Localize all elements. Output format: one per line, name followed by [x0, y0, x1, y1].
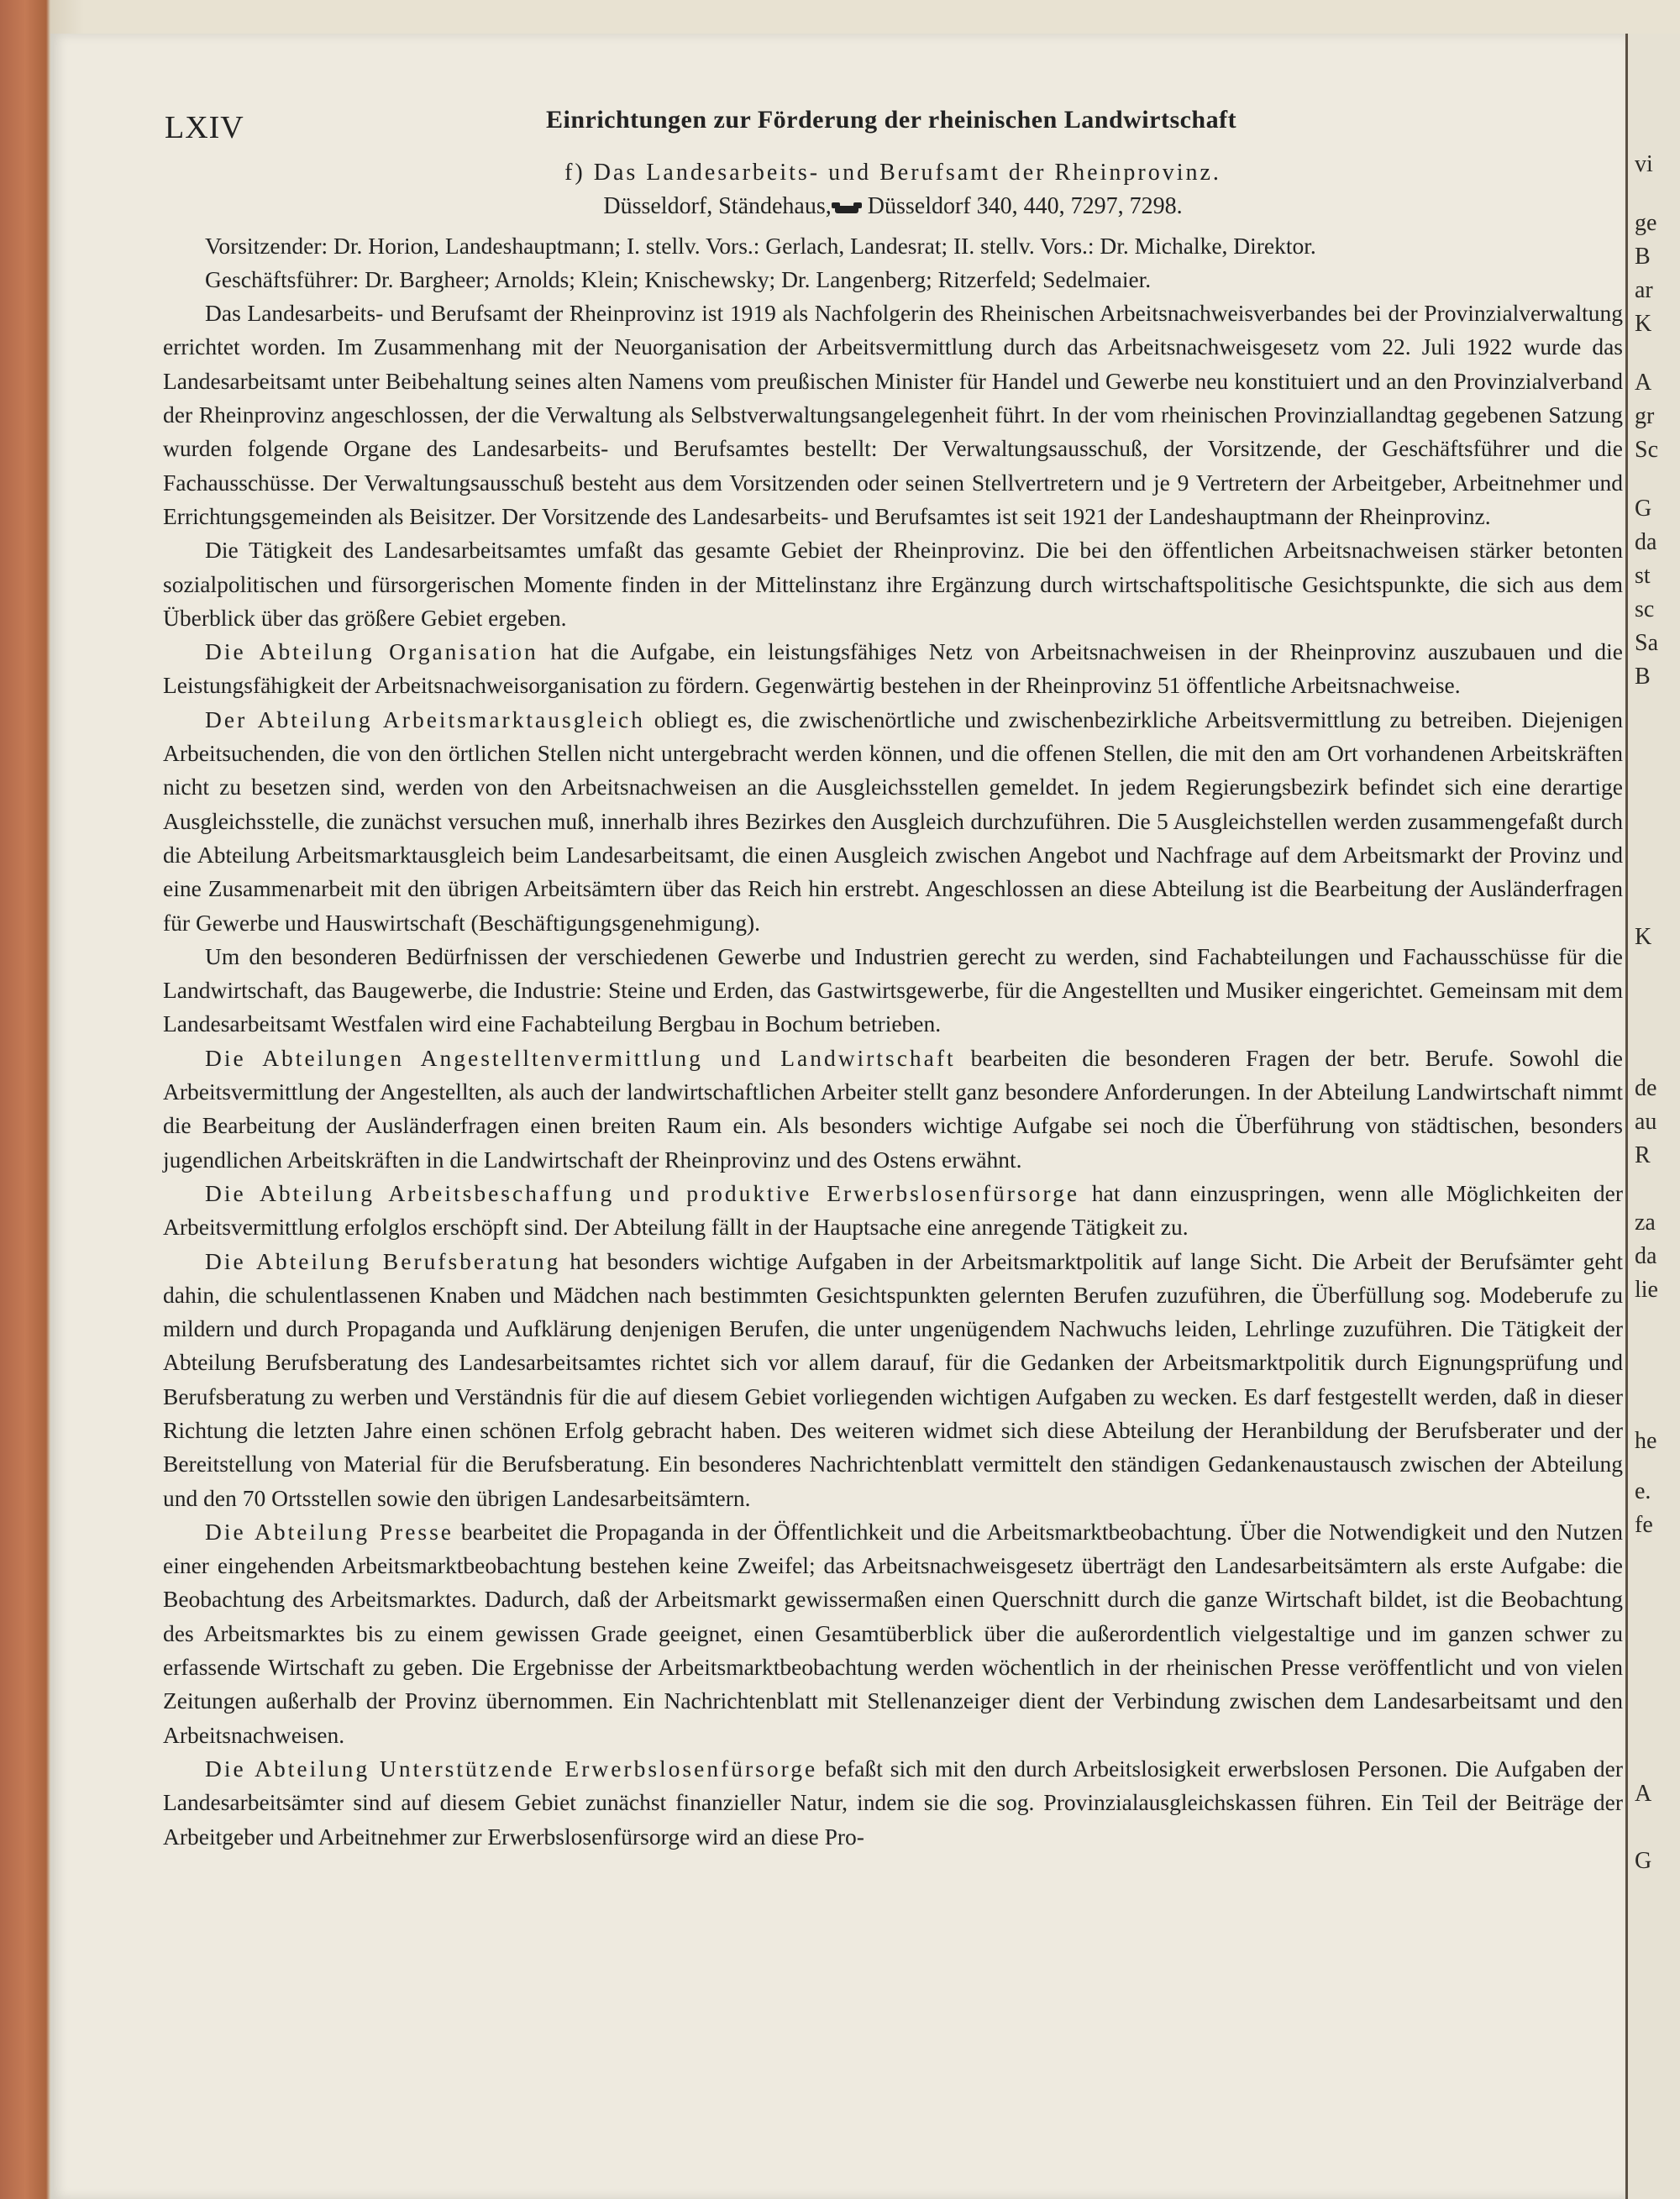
- address-line: [163, 190, 1623, 223]
- paragraph: [163, 1042, 1623, 1177]
- next-page-fragment: G: [1635, 1848, 1652, 1874]
- paragraph: [163, 1752, 1623, 1854]
- next-page-fragment: au: [1635, 1109, 1657, 1135]
- next-page-fragment: Sa: [1635, 630, 1658, 656]
- paragraph: [163, 1245, 1623, 1515]
- section-title: f) Das Landesarbeits- und Berufsamt der Rheinprovinz.: [564, 160, 1221, 186]
- next-page-fragment: Sc: [1635, 437, 1658, 463]
- telephone-icon: [832, 201, 862, 216]
- page-number: LXIV: [165, 110, 244, 145]
- paragraph: [163, 703, 1623, 940]
- next-page-fragment: da: [1635, 1243, 1657, 1269]
- paragraphs: [163, 297, 1623, 1854]
- next-page-fragment: de: [1635, 1075, 1657, 1101]
- paragraph-lead: Die Abteilung Unterstützende Erwerbslosenfürsorge: [205, 1755, 818, 1782]
- paragraph-text: befaßt sich mit den durch Arbeitslosigkeit erwerbslosen Personen. Die Aufgaben der Landesarbeitsämter sind auf diesem Gebiet zunächst finanzieller Natur, indem sie die sog. Provinzialausgleichskassen führen. Ein Teil der Beiträge der Arbeitgeber und Arbeitnehmer zur Erwerbslosenfürsorge wird an diese Pro-: [163, 1755, 1623, 1850]
- next-page-fragment: e.: [1635, 1478, 1651, 1504]
- next-page-fragment: G: [1635, 496, 1652, 522]
- next-page-fragment: lie: [1635, 1277, 1658, 1303]
- paragraph-lead: Die Abteilung Arbeitsbeschaffung und produktive Erwerbslosenfürsorge: [205, 1179, 1080, 1206]
- paragraph-lead: Der Abteilung Arbeitsmarktausgleich: [205, 706, 645, 732]
- paragraph-text: Die Tätigkeit des Landesarbeitsamtes umfaßt das gesamte Gebiet der Rheinprovinz. Die bei den öffentlichen Arbeitsnachweisen stärker betonten sozialpolitischen und fürsorgerischen Momente finden in der Mittelinstanz ihre Ergänzung durch wirtschaftspolitische Gesichtspunkte, die sich aus dem Überblick über das größere Gebiet ergeben.: [163, 537, 1623, 631]
- next-page-fragment: za: [1635, 1210, 1656, 1236]
- paragraph: [163, 533, 1623, 635]
- paragraph-text: Das Landesarbeits- und Berufsamt der Rheinprovinz ist 1919 als Nachfolgerin des Rheinischen Arbeitsnachweisverbandes bei der Provinzialverwaltung errichtet worden. Im Zusammenhang mit der Neuorganisation der Arbeitsvermittlung durch das Arbeitsnachweisgesetz vom 22. Juli 1922 wurde das Landesarbeitsamt unter Beibehaltung seines alten Namens vom preußischen Minister für Handel und Gewerbe neu konstituiert und an den Provinzialverband der Rheinprovinz angeschlossen, der die Verwaltung als Selbstverwaltungsangelegenheit führt. In der vom rheinischen Provinziallandtag gegebenen Satzung wurden folgende Organe des Landesarbeits- und Berufsamtes bestellt: Der Verwaltungsausschuß, der Vorsitzende, der Geschäftsführer und die Fachausschüsse. Der Verwaltungsausschuß besteht aus dem Vorsitzenden oder seinen Stellvertretern und je 9 Vertretern der Arbeitgeber, Arbeitnehmer und Errichtungsgemeinden als Beisitzer. Der Vorsitzende des Landesarbeits- und Berufsamtes ist seit 1921 der Landeshauptmann der Rheinprovinz.: [163, 300, 1623, 529]
- paragraph: [163, 940, 1623, 1042]
- next-page-fragment: ge: [1635, 210, 1657, 236]
- paragraph: [163, 1515, 1623, 1752]
- paragraph-text: hat besonders wichtige Aufgaben in der Arbeitsmarktpolitik auf lange Sicht. Die Arbeit der Berufsämter geht dahin, die schulentlassenen Knaben und Mädchen nach bestimmten Gesichtspunkten gelernten Berufen zuzuführen, die Überfüllung sog. Modeberufe zu mildern und durch Propaganda und Aufklärung denjenigen Berufen, die unter ungenügendem Nachwuchs leiden, Lehrlinge zuzuführen. Die Tätigkeit der Abteilung Berufsberatung des Landesarbeitsamtes richtet sich vor allem darauf, für die Gedanken der Arbeitsmarktpolitik durch Eignungsprüfung und Berufsberatung zu werben und Verständnis für die auf diesem Gebiet vorliegenden wichtigen Aufgaben zu wecken. Es darf festgestellt werden, daß in dieser Richtung die letzten Jahre einen schönen Erfolg gebracht haben. Des weiteren widmet sich diese Abteilung der Heranbildung der Berufsberater und der Bereitstellung von Material für die Berufsberatung. Ein besonderes Nachrichtenblatt vermittelt den ständigen Gedankenaustausch zwischen der Abteilung und den 70 Ortsstellen sowie den übrigen Landesarbeitsämtern.: [163, 1247, 1623, 1511]
- next-page-fragment: K: [1635, 924, 1652, 950]
- next-page-fragment: R: [1635, 1142, 1651, 1168]
- paragraph-text: bearbeitet die Propaganda in der Öffentlichkeit und die Arbeitsmarktbeobachtung. Über die Notwendigkeit und den Nutzen einer eingehenden Arbeitsmarktbeobachtung bestehen keine Zweifel; das Arbeitsnachweisgesetz überträgt den Landesarbeitsämtern als erste Aufgabe: die Beobachtung des Arbeitsmarktes. Dadurch, daß der Arbeitsmarkt gewissermaßen einen Querschnitt durch die ganze Wirtschaft bildet, ist die Beobachtung des Arbeitsmarktes bis zu einem gewissen Grade geeignet, einen Gesamtüberblick über die außerordentlich vielgestaltige und im ganzen schwer zu erfassende Wirtschaft zu geben. Die Ergebnisse der Arbeitsmarktbeobachtung werden wöchentlich in der rheinischen Presse veröffentlicht und von vielen Zeitungen außerhalb der Provinz übernommen. Ein Nachrichtenblatt mit Stellenanzeiger dient der Verbindung zwischen dem Landesarbeitsamt und den Arbeitsnachweisen.: [163, 1518, 1623, 1748]
- next-page-fragment: da: [1635, 529, 1657, 555]
- telephone-numbers: Düsseldorf 340, 440, 7297, 7298.: [867, 193, 1183, 220]
- next-page-fragment: vi: [1635, 151, 1653, 177]
- paragraph-text: obliegt es, die zwischenörtliche und zwischenbezirkliche Arbeitsvermittlung zu betreiben. Diejenigen Arbeitsuchenden, die von den örtlichen Stellen nicht untergebracht werden können, und die offenen Stellen, die mit den am Ort vorhandenen Arbeitskräften nicht zu besetzen sind, werden von den Arbeitsnachweisen an die Ausgleichsstellen gemeldet. In jedem Regierungsbezirk befindet sich eine derartige Ausgleichsstelle, die zunächst versuchen muß, innerhalb ihres Bezirkes den Ausgleich durchzuführen. Die 5 Ausgleichstellen werden zusammengefaßt durch die Abteilung Arbeitsmarktausgleich beim Landesarbeitsamt, die einen Ausgleich zwischen Angebot und Nachfrage auf dem Arbeitsmarkt der Provinz und eine Zusammenarbeit mit den übrigen Arbeitsämtern über das Reich hin erstrebt. Angeschlossen an diese Abteilung ist die Bearbeitung der Ausländerfragen für Gewerbe und Hauswirtschaft (Beschäftigungsgenehmigung).: [163, 706, 1623, 936]
- paragraph-text: Um den besonderen Bedürfnissen der verschiedenen Gewerbe und Industrien gerecht zu werden, sind Fachabteilungen und Fachausschüsse für die Landwirtschaft, das Baugewerbe, die Industrie: Steine und Erden, das Gastwirtsgewerbe, für die Angestellten und Musiker eingerichtet. Gemeinsam mit dem Landesarbeitsamt Westfalen wird eine Fachabteilung Bergbau in Bochum betrieben.: [163, 942, 1623, 1037]
- address-location: Düsseldorf, Ständehaus,: [603, 193, 832, 220]
- page-body: [163, 156, 1623, 1854]
- next-page-fragment: ar: [1635, 277, 1653, 303]
- next-page-fragment: B: [1635, 244, 1651, 270]
- page-header: [109, 102, 1621, 144]
- paragraph: [163, 635, 1623, 703]
- next-page-fragment: B: [1635, 664, 1651, 690]
- chairman-line: Vorsitzender: Dr. Horion, Landeshauptmann; I. stellv. Vors.: Gerlach, Landesrat; II. stellv. Vors.: Dr. Michalke, Direktor.: [205, 232, 1316, 259]
- next-page-fragment: sc: [1635, 596, 1655, 622]
- paragraph-text: hat die Aufgabe, ein leistungsfähiges Netz von Arbeitsnachweisen in der Rheinprovinz auszubauen und die Leistungsfähigkeit der Arbeitsnachweisorganisation zu fördern. Gegenwärtig bestehen in der Rheinprovinz 51 öffentliche Arbeitsnachweise.: [163, 638, 1624, 699]
- running-head: Einrichtungen zur Förderung der rheinischen Landwirtschaft: [546, 106, 1237, 134]
- next-page-fragment: fe: [1635, 1512, 1653, 1538]
- paragraph-text: hat dann einzuspringen, wenn alle Möglichkeiten der Arbeitsvermittlung erfolglos erschöpft sind. Der Abteilung fällt in der Hauptsache eine anregende Tätigkeit zu.: [163, 1179, 1624, 1241]
- paragraph: [163, 297, 1623, 533]
- managers-line: Geschäftsführer: Dr. Bargheer; Arnolds; Klein; Knischewsky; Dr. Langenberg; Ritzerfeld; Sedelmaier.: [205, 265, 1152, 292]
- paragraph: [163, 1177, 1623, 1245]
- next-page-fragment: A: [1635, 370, 1652, 396]
- next-page-fragment: A: [1635, 1781, 1652, 1807]
- next-page-edge: [1625, 34, 1680, 2199]
- paragraph-text: bearbeiten die besonderen Fragen der betr. Berufe. Sowohl die Arbeitsvermittlung der Angestellten, als auch der landwirtschaftlichen Arbeiter stellt ganz besondere Anforderungen. In der Abteilung Landwirtschaft nimmt die Bearbeitung der Ausländerfragen einen breiten Raum ein. Als besonders wichtige Aufgabe sei noch die Überführung von städtischen, besonders jugendlichen Arbeitskräften in die Landwirtschaft der Rheinprovinz und des Ostens erwähnt.: [163, 1044, 1623, 1173]
- next-page-fragment: he: [1635, 1428, 1657, 1454]
- next-page-fragment: gr: [1635, 403, 1655, 429]
- paragraph-lead: Die Abteilung Presse: [205, 1518, 454, 1545]
- next-page-fragment: K: [1635, 311, 1652, 337]
- paragraph-lead: Die Abteilung Berufsberatung: [205, 1247, 561, 1274]
- paragraph-lead: Die Abteilung Organisation: [205, 638, 538, 665]
- next-page-fragment: st: [1635, 563, 1651, 589]
- paragraph-lead: Die Abteilungen Angestelltenvermittlung und Landwirtschaft: [205, 1044, 956, 1071]
